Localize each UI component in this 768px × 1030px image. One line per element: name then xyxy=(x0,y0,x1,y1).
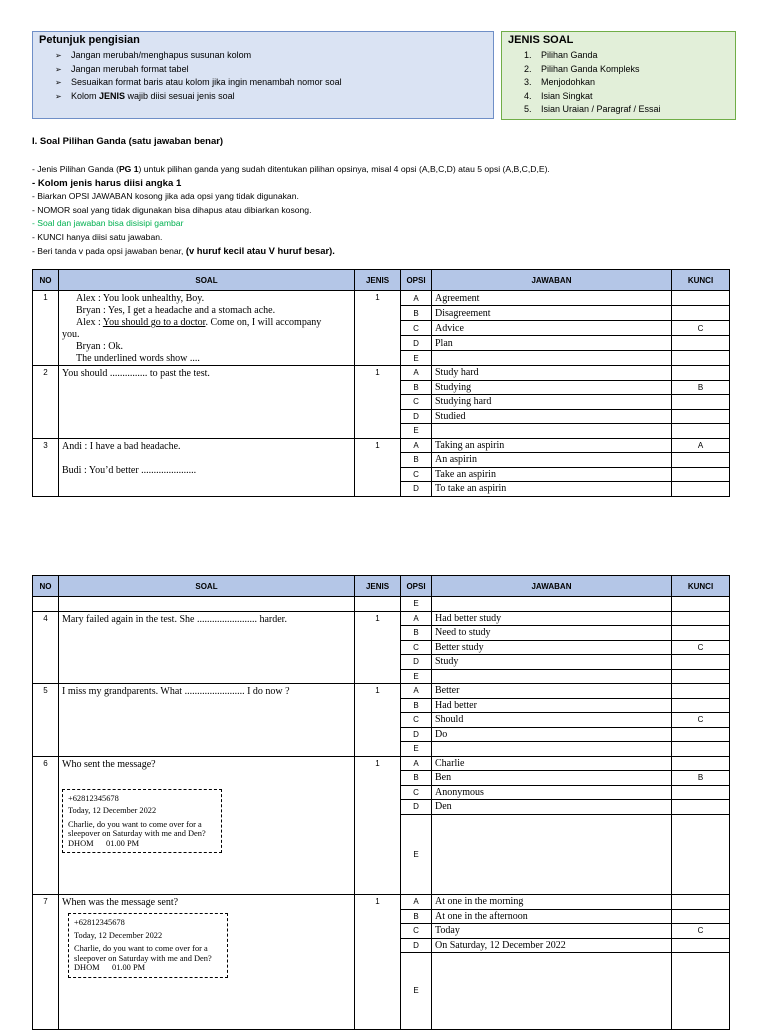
answer-key xyxy=(672,424,730,439)
option-letter: A xyxy=(401,895,432,910)
instruction-line: - Jenis Pilihan Ganda (PG 1) untuk pilihan ganda yang sudah ditentukan pilihan opsinya, misal 4 opsi (A,B,C,D) atau 5 opsi (A,B,C,D,E). xyxy=(32,164,550,174)
option-letter: D xyxy=(401,482,432,497)
question-line: Alex : You look unhealthy, Boy. xyxy=(76,293,205,304)
option-letter: A xyxy=(401,438,432,453)
answer-key xyxy=(672,814,730,895)
instructions-box xyxy=(32,31,494,119)
instruction-line: - Soal dan jawaban bisa disisipi gambar xyxy=(32,218,184,228)
question-type-item: 4. Isian Singkat xyxy=(524,90,593,101)
option-letter: C xyxy=(401,321,432,336)
question-type-value: 1 xyxy=(355,756,401,895)
option-letter: A xyxy=(401,756,432,771)
question-type-value: 1 xyxy=(355,291,401,366)
answer-key xyxy=(672,909,730,924)
answer-key xyxy=(672,953,730,1030)
question-line xyxy=(62,453,351,465)
option-answer: To take an aspirin xyxy=(432,482,672,497)
option-answer: An aspirin xyxy=(432,453,672,468)
option-answer: Charlie xyxy=(432,756,672,771)
answer-key xyxy=(672,409,730,424)
answer-key: C xyxy=(672,321,730,336)
question-line: Mary failed again in the test. She ........................ harder. xyxy=(62,613,287,625)
option-letter: B xyxy=(401,909,432,924)
question-number: 5 xyxy=(33,684,59,757)
message-phone: +62812345678 xyxy=(68,793,119,803)
option-answer: Anonymous xyxy=(432,785,672,800)
arrow-bullet-icon: ➢ xyxy=(55,51,62,60)
arrow-bullet-icon: ➢ xyxy=(55,78,62,87)
question-types-title: JENIS SOAL xyxy=(508,34,574,46)
table-row xyxy=(33,611,730,626)
option-letter: B xyxy=(401,453,432,468)
header-jenis: JENIS xyxy=(355,270,401,291)
instruction-item: ➢ Jangan merubah format tabel xyxy=(55,63,342,77)
instructions-title: Petunjuk pengisian xyxy=(39,34,140,46)
option-answer: Need to study xyxy=(432,626,672,641)
option-answer: Den xyxy=(432,800,672,815)
question-line: You should ............... to past the test. xyxy=(62,368,210,379)
question-number: 2 xyxy=(33,366,59,439)
message-time: 01.00 PM xyxy=(112,963,146,972)
option-answer: Studying hard xyxy=(432,395,672,410)
option-answer: Had better xyxy=(432,698,672,713)
question-types-box xyxy=(501,31,736,120)
question-line: Who sent the message? xyxy=(62,758,156,770)
answer-key xyxy=(672,366,730,381)
question-text xyxy=(59,611,355,684)
message-body: Charlie, do you want to come over for a sleepover on Saturday with me and Den? xyxy=(68,819,206,838)
message-image xyxy=(68,913,228,978)
question-type-value: 1 xyxy=(355,366,401,439)
header-jawaban: JAWABAN xyxy=(432,270,672,291)
option-letter: C xyxy=(401,395,432,410)
answer-key xyxy=(672,895,730,910)
option-letter: C xyxy=(401,713,432,728)
answer-key: B xyxy=(672,380,730,395)
option-answer: Should xyxy=(432,713,672,728)
question-line-part: . Come on, I will accompany xyxy=(205,317,322,328)
instructions-list xyxy=(55,49,342,103)
option-answer xyxy=(432,351,672,366)
option-letter: D xyxy=(401,938,432,953)
option-answer xyxy=(432,742,672,757)
question-line: Bryan : Ok. xyxy=(76,341,123,352)
answer-key: A xyxy=(672,438,730,453)
message-phone: +62812345678 xyxy=(74,918,125,927)
question-text xyxy=(59,291,355,366)
option-letter: B xyxy=(401,771,432,786)
answer-key xyxy=(672,684,730,699)
answer-key xyxy=(672,395,730,410)
option-answer: On Saturday, 12 December 2022 xyxy=(432,938,672,953)
answer-key xyxy=(672,800,730,815)
message-image xyxy=(62,789,222,854)
option-answer: Take an aspirin xyxy=(432,467,672,482)
option-letter: B xyxy=(401,306,432,321)
header-jenis: JENIS xyxy=(355,576,401,597)
option-answer xyxy=(432,953,672,1030)
option-answer: Studying xyxy=(432,380,672,395)
option-letter: D xyxy=(401,336,432,351)
question-table xyxy=(32,269,730,497)
option-letter: B xyxy=(401,626,432,641)
option-letter: C xyxy=(401,924,432,939)
option-answer: At one in the morning xyxy=(432,895,672,910)
header-kunci: KUNCI xyxy=(672,576,730,597)
answer-key xyxy=(672,482,730,497)
header-jawaban: JAWABAN xyxy=(432,576,672,597)
message-date: Today, 12 December 2022 xyxy=(68,806,157,815)
answer-key: B xyxy=(672,771,730,786)
table-header-row xyxy=(33,270,730,291)
answer-key xyxy=(672,698,730,713)
option-letter: E xyxy=(401,424,432,439)
header-no: NO xyxy=(33,270,59,291)
question-line: When was the message sent? xyxy=(62,897,179,908)
answer-key: C xyxy=(672,713,730,728)
option-answer: Studied xyxy=(432,409,672,424)
option-letter: E xyxy=(401,669,432,684)
question-line: The underlined words show .... xyxy=(76,353,200,364)
option-letter: D xyxy=(401,655,432,670)
question-text xyxy=(59,366,355,439)
message-body: Charlie, do you want to come over for a sleepover on Saturday with me and Den? xyxy=(74,944,212,963)
option-letter: A xyxy=(401,684,432,699)
answer-key: C xyxy=(672,640,730,655)
answer-key xyxy=(672,785,730,800)
option-answer: At one in the afternoon xyxy=(432,909,672,924)
table-row xyxy=(33,684,730,699)
instruction-item: ➢ Sesuaikan format baris atau kolom jika ingin menambah nomor soal xyxy=(55,76,342,90)
instruction-line: - KUNCI hanya diisi satu jawaban. xyxy=(32,231,163,242)
question-line: I miss my grandparents. What ........................ I do now ? xyxy=(62,686,290,697)
header-soal: SOAL xyxy=(59,576,355,597)
arrow-bullet-icon: ➢ xyxy=(55,91,62,101)
option-letter: E xyxy=(401,597,432,612)
option-answer xyxy=(432,669,672,684)
question-line: Andi : I have a bad headache. xyxy=(62,440,181,452)
option-answer xyxy=(432,814,672,895)
message-footer xyxy=(74,963,222,973)
question-type-item: 2. Pilihan Ganda Kompleks xyxy=(524,63,640,74)
question-type-item: 1. Pilihan Ganda xyxy=(524,50,598,60)
option-letter: D xyxy=(401,727,432,742)
option-answer: Study hard xyxy=(432,366,672,381)
question-types-list xyxy=(524,49,661,117)
answer-key xyxy=(672,626,730,641)
section-instructions xyxy=(32,163,550,259)
instruction-line: - Beri tanda v pada opsi jawaban benar, (v huruf kecil atau V huruf besar). xyxy=(32,245,335,256)
question-type-value: 1 xyxy=(355,684,401,757)
option-answer: Ben xyxy=(432,771,672,786)
option-answer xyxy=(432,597,672,612)
message-time: 01.00 PM xyxy=(106,838,140,848)
question-line-part: Alex : xyxy=(76,317,103,328)
question-type-value: 1 xyxy=(355,611,401,684)
option-letter: A xyxy=(401,291,432,306)
option-letter: D xyxy=(401,409,432,424)
option-answer: Taking an aspirin xyxy=(432,438,672,453)
table-row xyxy=(33,366,730,381)
question-text xyxy=(59,438,355,496)
message-sender: DHOM xyxy=(68,838,94,848)
option-answer: Plan xyxy=(432,336,672,351)
answer-key xyxy=(672,756,730,771)
arrow-bullet-icon: ➢ xyxy=(55,64,62,74)
question-line: you. xyxy=(62,329,80,340)
option-letter: A xyxy=(401,611,432,626)
option-answer: Had better study xyxy=(432,611,672,626)
answer-key xyxy=(672,938,730,953)
question-text xyxy=(59,597,355,612)
answer-key xyxy=(672,351,730,366)
option-answer: Agreement xyxy=(432,291,672,306)
question-number xyxy=(33,597,59,612)
answer-key xyxy=(672,597,730,612)
underlined-phrase: You should go to a doctor xyxy=(102,317,206,328)
question-number: 6 xyxy=(33,756,59,895)
question-line xyxy=(62,317,351,329)
header-soal: SOAL xyxy=(59,270,355,291)
answer-key xyxy=(672,467,730,482)
option-letter: E xyxy=(401,814,432,895)
answer-key xyxy=(672,611,730,626)
answer-key xyxy=(672,291,730,306)
option-letter: C xyxy=(401,785,432,800)
option-letter: A xyxy=(401,366,432,381)
question-type-item: 5. Isian Uraian / Paragraf / Essai xyxy=(524,104,661,114)
instruction-item: ➢ Kolom JENIS wajib diisi sesuai jenis soal xyxy=(55,90,342,104)
question-number: 1 xyxy=(33,291,59,366)
option-letter: D xyxy=(401,800,432,815)
question-type-value: 1 xyxy=(355,895,401,1030)
answer-key xyxy=(672,727,730,742)
question-line: Bryan : Yes, I get a headache and a stomach ache. xyxy=(76,305,276,316)
option-letter: C xyxy=(401,640,432,655)
answer-key xyxy=(672,669,730,684)
message-footer xyxy=(68,839,216,849)
header-opsi: OPSI xyxy=(401,576,432,597)
table-row xyxy=(33,756,730,771)
answer-key: C xyxy=(672,924,730,939)
header-no: NO xyxy=(33,576,59,597)
option-answer: Today xyxy=(432,924,672,939)
instruction-line: - Biarkan OPSI JAWABAN kosong jika ada opsi yang tidak digunakan. xyxy=(32,191,299,201)
question-type-value: 1 xyxy=(355,438,401,496)
section-title: I. Soal Pilihan Ganda (satu jawaban benar) xyxy=(32,136,224,147)
table-row xyxy=(33,438,730,453)
question-number: 7 xyxy=(33,895,59,1030)
instruction-line: - NOMOR soal yang tidak digunakan bisa dihapus atau dibiarkan kosong. xyxy=(32,204,312,215)
question-table xyxy=(32,575,730,1030)
question-text xyxy=(59,684,355,757)
option-letter: E xyxy=(401,953,432,1030)
header-kunci: KUNCI xyxy=(672,270,730,291)
option-answer: Disagreement xyxy=(432,306,672,321)
question-type-item: 3. Menjodohkan xyxy=(524,77,596,87)
option-answer: Study xyxy=(432,655,672,670)
message-date: Today, 12 December 2022 xyxy=(74,930,163,940)
option-answer xyxy=(432,424,672,439)
option-answer: Better study xyxy=(432,640,672,655)
option-answer: Advice xyxy=(432,321,672,336)
question-text xyxy=(59,756,355,895)
option-letter: E xyxy=(401,351,432,366)
table-row xyxy=(33,291,730,306)
option-letter: E xyxy=(401,742,432,757)
option-letter: C xyxy=(401,467,432,482)
table-row xyxy=(33,597,730,612)
question-number: 4 xyxy=(33,611,59,684)
instruction-item: ➢ Jangan merubah/menghapus susunan kolom xyxy=(55,49,342,63)
instruction-line: - Kolom jenis harus diisi angka 1 xyxy=(32,177,182,189)
table-row xyxy=(33,895,730,910)
answer-key xyxy=(672,655,730,670)
header-opsi: OPSI xyxy=(401,270,432,291)
option-letter: B xyxy=(401,380,432,395)
question-text xyxy=(59,895,355,1030)
message-sender: DHOM xyxy=(74,963,100,972)
answer-key xyxy=(672,306,730,321)
option-answer: Better xyxy=(432,684,672,699)
question-type-value xyxy=(355,597,401,612)
answer-key xyxy=(672,742,730,757)
table-header-row xyxy=(33,576,730,597)
question-line: Budi : You’d better ...................... xyxy=(62,464,197,476)
option-letter: B xyxy=(401,698,432,713)
answer-key xyxy=(672,453,730,468)
answer-key xyxy=(672,336,730,351)
option-answer: Do xyxy=(432,727,672,742)
question-number: 3 xyxy=(33,438,59,496)
